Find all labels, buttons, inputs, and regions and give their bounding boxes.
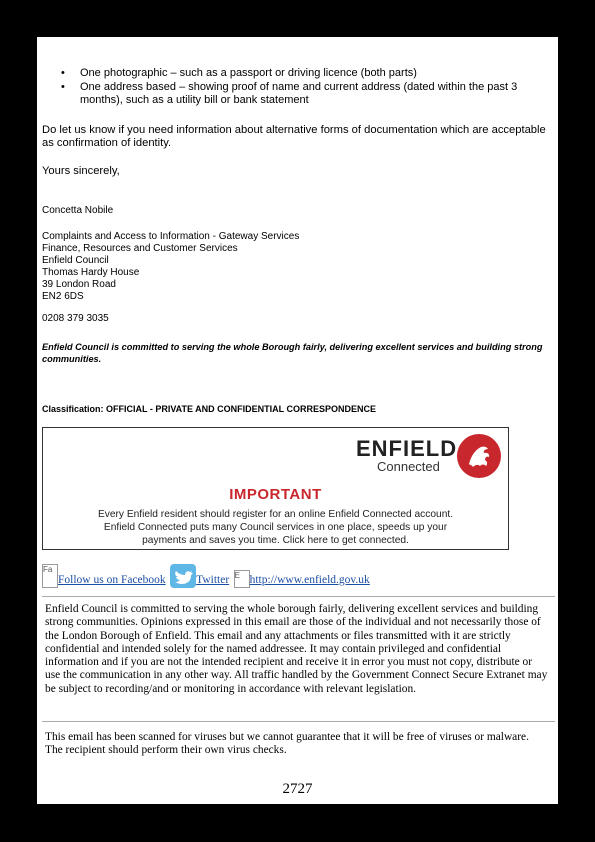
social-links-row [42,564,552,590]
list-item: • One address based – showing proof of name and current address (dated within the past 3 months), such as a utility bill or bank statement [61,80,518,106]
address-line: Complaints and Access to Information - Gateway Services [42,231,300,242]
classification-label: Classification: OFFICIAL - PRIVATE AND CONFIDENTIAL CORRESPONDENCE [42,404,377,414]
bullet-icon: • [61,80,65,93]
banner-line: payments and saves you time. Click here to get connected. [142,535,409,546]
signatory-name: Concetta Nobile [42,205,114,216]
page-number: 2727 [282,781,313,797]
address-block [42,231,442,303]
address-line: EN2 6DS [42,291,84,302]
list-item: • One photographic – such as a passport or driving licence (both parts) [61,67,417,79]
enfield-logo-sub: Connected [377,459,440,474]
enfield-connected-banner[interactable] [42,427,509,550]
email-disclaimer: Enfield Council is committed to serving the whole borough fairly, delivering excellent services and building strong communities. Opinions expressed in this email are those of the individual and not necessarily those of the London Borough of Enfield. This email and any attachments or files transmitted with it are strictly confidential and intended solely for the named addressee. It may contain privileged and confidential information and if you are not the intended recipient and receive it in error you must not copy, distribute or use the communication in any other way. All traffic handled by the Government Connect Secure Extranet may be subject to recording/and or monitoring in accordance with relevant legislation. [45,603,548,695]
divider [42,596,555,597]
closing: Yours sincerely, [42,165,120,177]
enfield-dragon-icon [457,434,501,478]
bullet-icon: • [61,67,65,79]
address-line: Finance, Resources and Customer Services [42,243,238,254]
banner-line: Enfield Connected puts many Council services in one place, speeds up your [103,522,448,533]
commitment-statement: Enfield Council is committed to serving the whole Borough fairly, delivering excellent services and building strong communities. [42,342,543,364]
important-heading: IMPORTANT [229,486,322,503]
twitter-icon[interactable] [170,564,196,588]
twitter-link[interactable]: Twitter [196,574,230,586]
id-requirements-list [37,67,558,107]
enfield-logo-word: ENFIELD [356,436,458,461]
divider [42,721,555,722]
facebook-icon[interactable]: Fa [42,564,58,588]
website-link[interactable]: http://www.enfield.gov.uk [249,574,370,586]
website-icon[interactable]: E [234,570,250,588]
alt-docs-paragraph: Do let us know if you need information about alternative forms of documentation which are acceptable as confirmation of identity. [42,124,546,149]
address-line: Thomas Hardy House [42,267,140,278]
virus-notice: This email has been scanned for viruses but we cannot guarantee that it will be free of viruses or malware. The recipient should perform their own virus checks. [45,731,529,757]
address-line: 39 London Road [42,279,116,290]
phone-number: 0208 379 3035 [42,313,109,324]
document-page [37,37,558,804]
banner-line: Every Enfield resident should register for an online Enfield Connected account. [97,509,454,520]
address-line: Enfield Council [42,255,109,266]
facebook-link[interactable]: Follow us on Facebook [58,574,166,586]
